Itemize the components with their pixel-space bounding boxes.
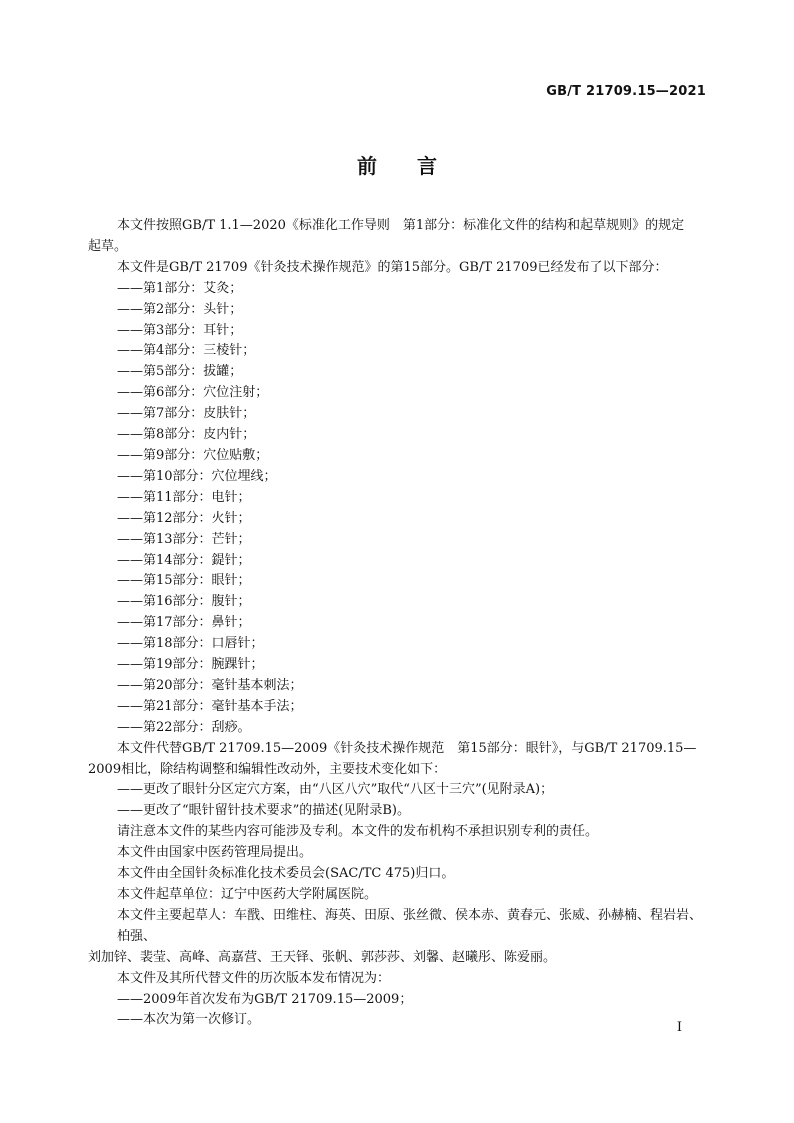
list-item: ——第8部分：皮内针； — [117, 427, 256, 443]
list-item: ——第13部分：芒针； — [117, 531, 251, 547]
list-item: ——第20部分：毫针基本刺法； — [117, 677, 303, 693]
list-item: ——第3部分：耳针； — [117, 322, 243, 338]
list-item: ——第7部分：皮肤针； — [117, 406, 256, 422]
list-item: ——第9部分：穴位贴敷； — [117, 447, 269, 463]
list-item: ——第18部分：口唇针； — [117, 636, 264, 652]
list-item: ——更改了眼针分区定穴方案，由“八区八穴”取代“八区十三穴”(见附录A)； — [117, 782, 554, 798]
foreword-body — [88, 216, 707, 1031]
title-char-2: 言 — [417, 154, 437, 178]
paragraph: 本文件由国家中医药管理局提出。 — [117, 845, 313, 861]
list-item: ——第5部分：拔罐； — [117, 364, 243, 380]
list-item: ——第12部分：火针； — [117, 510, 251, 526]
list-item: ——第2部分：头针； — [117, 301, 243, 317]
list-item: ——第4部分：三棱针； — [117, 343, 256, 359]
list-item: ——第22部分：刮痧。 — [117, 719, 251, 735]
page-title — [0, 150, 794, 179]
paragraph: 本文件代替GB/T 21709.15—2009《针灸技术操作规范 第15部分：眼针》，与GB/T 21709.15— — [117, 740, 697, 756]
page-number: I — [676, 1020, 682, 1035]
list-item: ——第16部分：腹针； — [117, 594, 251, 610]
paragraph-continuation: 2009相比，除结构调整和编辑性改动外，主要技术变化如下： — [88, 761, 447, 777]
paragraph: 本文件主要起草人：车戬、田维柱、海英、田原、张丝微、侯本赤、黄春元、张威、孙赫楠、程岩岩、柏强、 — [117, 907, 703, 944]
paragraph: 本文件是GB/T 21709《针灸技术操作规范》的第15部分。GB/T 21709已经发布了以下部分： — [117, 259, 668, 275]
list-item: ——第1部分：艾灸； — [117, 280, 243, 296]
list-item: ——本次为第一次修订。 — [117, 1012, 261, 1028]
list-item: ——2009年首次发布为GB/T 21709.15—2009； — [117, 991, 413, 1007]
list-item: ——第15部分：眼针； — [117, 573, 251, 589]
paragraph: 请注意本文件的某些内容可能涉及专利。本文件的发布机构不承担识别专利的责任。 — [117, 824, 599, 840]
list-item: ——第10部分：穴位埋线； — [117, 468, 277, 484]
paragraph: 本文件起草单位：辽宁中医药大学附属医院。 — [117, 887, 378, 902]
list-item: ——第21部分：毫针基本手法； — [117, 698, 303, 714]
paragraph: 本文件按照GB/T 1.1—2020《标准化工作导则 第1部分：标准化文件的结构和起草规则》的规定 — [117, 218, 685, 233]
list-item: ——更改了“眼针留针技术要求”的描述(见附录B)。 — [117, 803, 410, 819]
list-item: ——第17部分：鼻针； — [117, 615, 251, 631]
paragraph: 本文件及其所代替文件的历次版本发布情况为： — [117, 970, 391, 986]
list-item: ——第11部分：电针； — [117, 489, 251, 505]
title-char-1: 前 — [357, 154, 377, 178]
list-item: ——第6部分：穴位注射； — [117, 385, 269, 401]
standard-code: GB/T 21709.15—2021 — [546, 84, 706, 99]
list-item: ——第14部分：鍉针； — [117, 552, 251, 568]
paragraph: 本文件由全国针灸标准化技术委员会(SAC/TC 475)归口。 — [117, 866, 455, 882]
list-item: ——第19部分：腕踝针； — [117, 657, 264, 673]
paragraph-continuation: 起草。 — [88, 238, 128, 254]
paragraph-continuation: 刘加锌、裴莹、高峰、高嘉营、王天铎、张帆、郭莎莎、刘馨、赵曦彤、陈爱丽。 — [88, 949, 557, 965]
